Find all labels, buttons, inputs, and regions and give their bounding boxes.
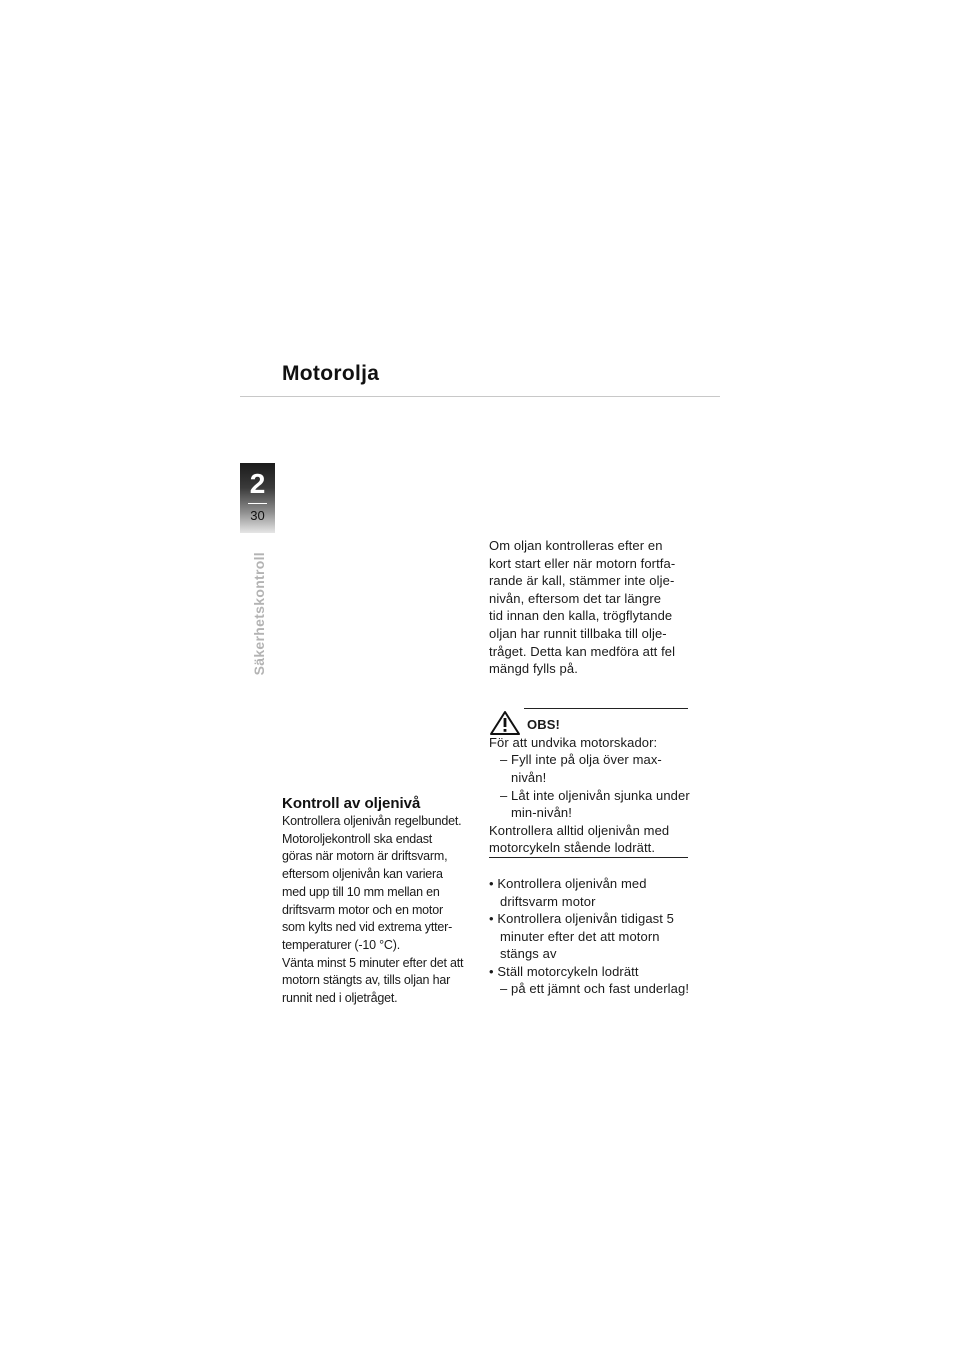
right-column [489,537,694,998]
intro-paragraph [489,537,694,678]
step-item: • Ställ motorcykeln lodrätt [489,963,639,979]
section-label: Säkerhetskontroll [251,552,267,676]
title-divider [240,396,720,397]
body-line: rande är kall, stämmer inte olje- [489,573,675,589]
chapter-divider [248,503,267,504]
chapter-tab [240,463,275,533]
body-line: tråget. Detta kan medföra att fel [489,643,676,659]
body-line: oljan har runnit tillbaka till olje- [489,625,667,641]
body-line: tid innan den kalla, trögflytande [489,608,673,624]
warning-lead: För att undvika motorskador: [489,734,658,750]
warning-closing-line: motorcykeln stående lodrätt. [489,840,656,856]
body-line: Vänta minst 5 minuter efter det att [282,955,464,970]
body-line: Om oljan kontrolleras efter en [489,538,663,553]
body-line: temperaturer (-10 °C). [282,937,400,952]
body-line: driftsvarm motor och en motor [282,902,443,917]
body-line: mängd fylls på. [489,661,578,677]
step-item: • Kontrollera oljenivån med driftsvarm motor [489,875,647,909]
body-line: eftersom oljenivån kan variera [282,867,443,882]
warning-closing-line: Kontrollera alltid oljenivån med [489,822,670,838]
body-line: Kontrollera oljenivån regelbundet. [282,814,462,828]
body-line: runnit ned i oljetråget. [282,991,398,1006]
warning-label: OBS! [527,716,560,732]
page-title: Motorolja [282,362,380,385]
sub-step-item: – på ett jämnt och fast underlag! [500,981,690,997]
left-column [282,795,482,1008]
warning-item: – Fyll inte på olja över max-nivån! [500,752,662,785]
body-line: Motoroljekontroll ska endast [282,831,433,846]
chapter-number: 2 [249,468,266,499]
section-heading: Kontroll av oljenivå [282,795,421,812]
warning-item: – Låt inte oljenivån sjunka under min-nivån! [500,787,690,821]
body-line: nivån, eftersom det tar längre [489,590,662,606]
warning-divider-top [524,708,688,709]
step-item: • Kontrollera oljenivån tidigast 5 minuter efter det att motorn stängs av [489,911,674,962]
body-line: kort start eller när motorn fortfa- [489,555,676,571]
page-number: 30 [250,508,265,523]
body-line: göras när motorn är driftsvarm, [282,849,448,864]
body-line: med upp till 10 mm mellan en [282,884,440,899]
left-body-text [282,813,482,1008]
warning-header [489,704,694,734]
warning-triangle-icon [489,710,521,736]
body-line: motorn stängts av, tills oljan har [282,973,451,988]
body-line: som kylts ned vid extrema ytter- [282,920,453,935]
